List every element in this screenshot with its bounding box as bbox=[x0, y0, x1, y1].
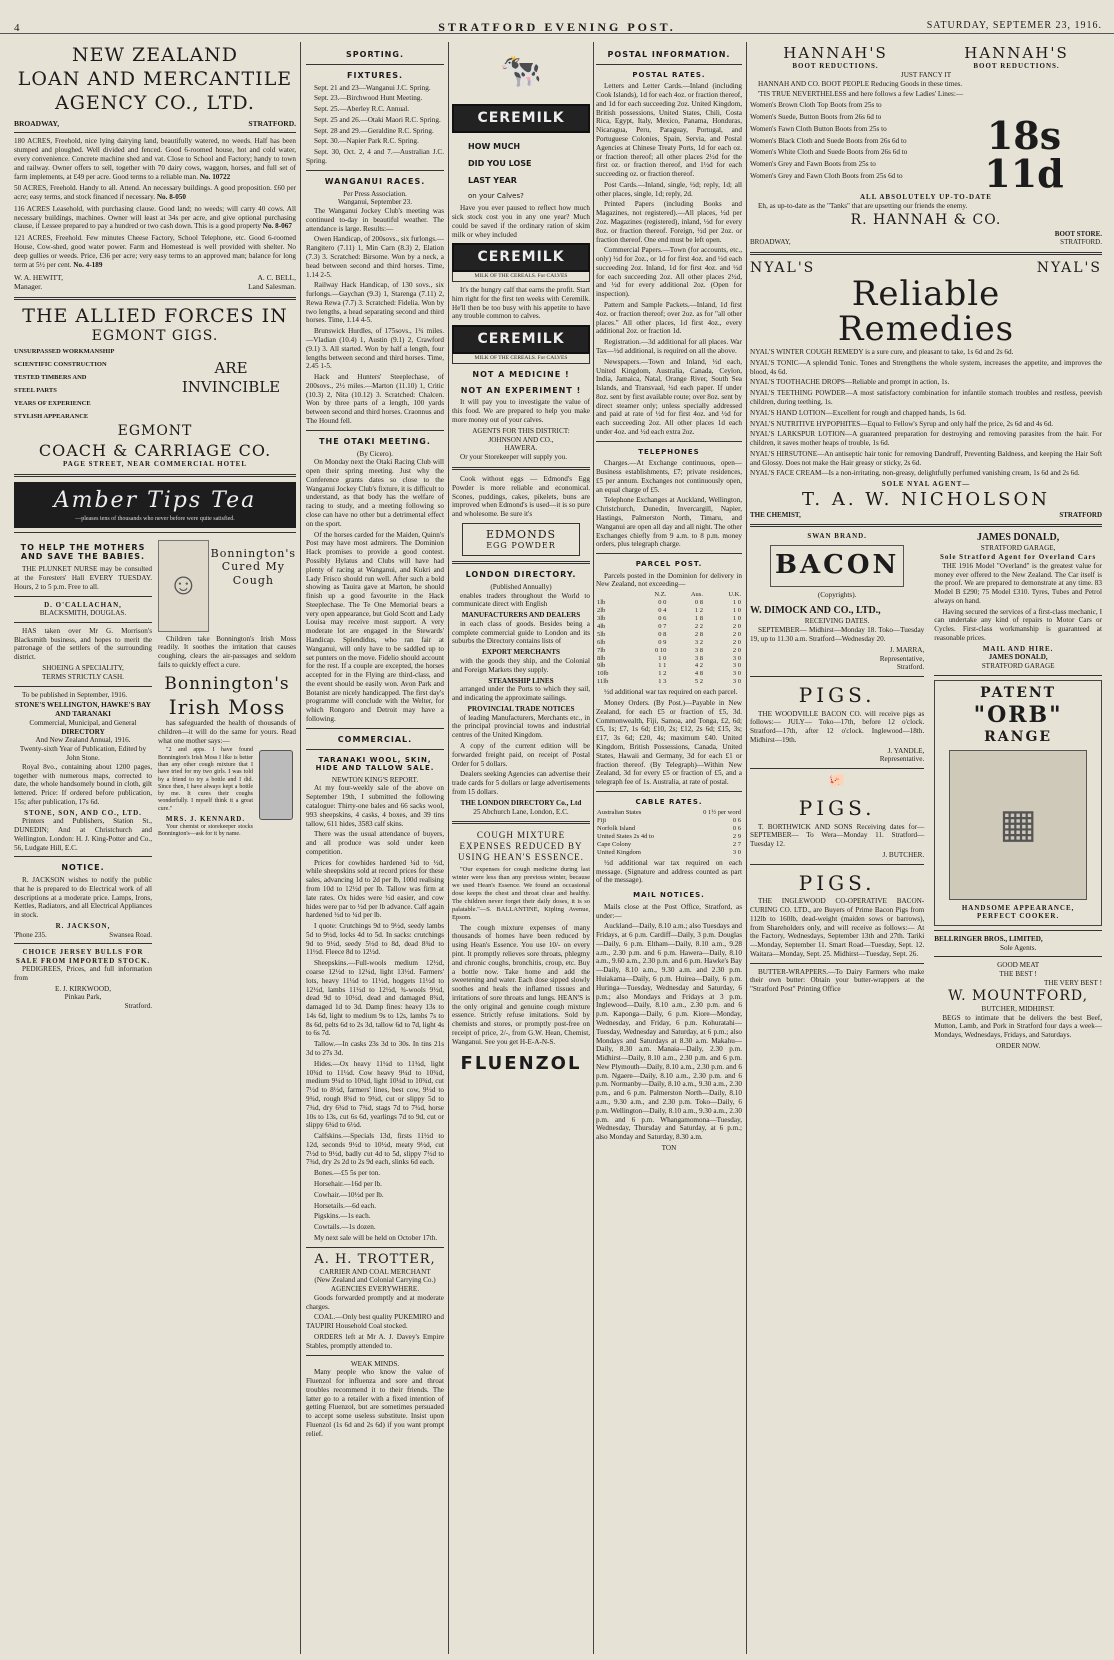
nz-loan-ad bbox=[14, 44, 296, 292]
table-row: 8lb 1 0 3 8 3 0 bbox=[597, 654, 741, 662]
table-row: 3lb 0 6 1 8 1 0 bbox=[597, 614, 741, 622]
list-item: Women's White Cloth and Suede Boots from 26s 6d to bbox=[750, 148, 908, 157]
woodville-ad: PIGS. THE WOODVILLE BACON CO. will receive pigs as follows:— JULY— Toko—17th, before 12 o'clock. Stratford—17th, after 12 o'clock. Inglewood—18th. Midhirst—19th. J. YANDLE, Representative. bbox=[750, 683, 925, 764]
ceremilk-logo: CEREMILK bbox=[452, 243, 590, 272]
trotter-ad: A. H. TROTTER, CARRIER AND COAL MERCHANT (New Zealand and Colonial Carrying Co.) AGENCIES EVERYWHERE. Goods forwarded promptly and at moderate charges. COAL.—Only best quality PUKEMIRO and TAUPIRI Household Coal stocked. ORDERS left at Mr A. J. Davey's Empire Stables, promptly attended to. bbox=[306, 1251, 444, 1350]
column-5 bbox=[750, 44, 1102, 1654]
page-number: 4 bbox=[14, 22, 20, 34]
list-item: Sept. 25 and 26.—Otaki Maori R.C. Spring. bbox=[314, 115, 441, 124]
list-item: Women's Grey and Fawn Boots from 25s to bbox=[750, 160, 876, 169]
bacon-logo: BACON bbox=[770, 545, 904, 587]
list-item: Sept. 30.—Napier Park R.C. Spring. bbox=[314, 137, 419, 146]
wanganui-article: The Wanganui Jockey Club's meeting was continued to-day in beautiful weather. The attendance is large. Results:— Owen Handicap, of 200sovs., six furlongs.—Rangitero (7.11) 1, Min Carn (8.3) 2, Elation (7.3) 3. Scratched: Birsome. Won by a neck, a head between second and third horses. Time, 1.14 2-5. Railway Hack Handicap, of 130 sovs., six furlongs.—Gaychan (9.3) 1, Starenga (7.11) 2, Rewa Rewa (7.7) 3. Scratched: Fidelia. Won by two lengths, a head separating second and third horses. Time, 1.14 4-5. Brunswick Hurdles, of 175sovs., 1¾ miles.—Vladian (10.4) 1, Austin (9.1) 2, Crawford (9.1) 3. All started. Won by half a length, four lengths between second and third horses. Time, 2.45 1-5. Hack and Hunters' Steeplechase, of 200sovs., 2½ miles.—Marton (11.10) 1, Critic (10.3) 2, Nita (10.12) 3. Scratched: Chalcen. Won by three parts of a length, 100 yards between second and third horses. Craonnus and The Hound fell. bbox=[306, 207, 444, 426]
allied-title-1: THE ALLIED FORCES IN bbox=[22, 304, 288, 327]
how-much-headline: HOW MUCH DID YOU LOSE LAST YEAR on your Calves? bbox=[468, 142, 532, 201]
cable-rates-table bbox=[596, 809, 742, 857]
bellringer-ad: BELLRINGER BROS., LIMITED, Sole Agents. bbox=[934, 934, 1043, 952]
cable-heading: CABLE RATES. bbox=[635, 797, 703, 806]
table-row: 11lb 1 3 5 2 3 0 bbox=[597, 678, 741, 686]
bonnington-ad bbox=[158, 537, 296, 1011]
newton-report: At my four-weekly sale of the above on September 19th, I submitted the following catalogue: Thirty-one bales and 66 sacks wool, 993 sheepskins, 4 casks, 4 boxes, and 39 tins tallow, 611 hides, 3583 calf skins. There was the usual attendance of buyers, and all produce was sold under keen competition. Prices for cowhides hardened ¼d to ½d, while sheepskins sold at record prices for these sales, advancing 1d to 2d per lb, 100d realising from 10d to 12½d per lb. Tallow was firm at late rates. Ox hides were ½d easier, and cow hides were par to ½d per lb advance. Calf again hardened ½d to ¼d per lb. I quote: Crutchings 9d to 9½d, seedy lambs 5d to 9½d, locks 4d to 5d. In sacks: crutchings 9d to 9½d, seedy 5½d to 8d, dead 8¾d to 11½d. Fleece 8d to 12½d. Sheepskins.—Full-wools medium 12½d, coarse 12½d to 12¼d, light 13½d. Farmers' lots, heavy 11¼d to 11½d, hoggets 11½d to 12½d, lambs 11½d to 12½d, ¾-wools 9½d, dead 9d to 10½d, dead and damaged 8¾d, damaged 1d to 3d. Damp fines: heavy 13s to 14s 6d, light to medium 9s to 12s, lambs 7s to 8s 6d, pelts 6d to 2s 3d, tallow 6d to 7d, light 4s to 6s 7d. Tallow.—In casks 23s 3d to 30s. In tins 21s 3d to 27s 3d. Hides.—Ox heavy 11¼d to 11¾d, light 10¾d to 11¼d. Cow heavy 9¼d to 10¾d, medium 9¼d to 10¾d, light 10¼d to 10¾d, cut 7½d to 8½d, farmers' lines, best cow, 9½d to 9¾d, rough 8¾d to 9¾d, cut or slippy 5d to 7¾d, dry 6¾d to 7¾d, stags 7d to 7¾d, horse 10s to 13s, cut 6s 6d, yearlings 7d to 9d, cut or slippy 6¾d to 6½d. Calfskins.—Specials 13d, firsts 11½d to 12d, seconds 9½d to 10½d, meaty 9½d, cut 7½d to 9½d, badly cut 4d to 5d, slippy 7½d to 7¾d, dry 2s 2d to 2s 9d each, slinks 6d each. Bones.—£5 5s per ton. Horsehair.—16d per lb. Cowhair.—10½d per lb. Horsetails.—6d each. Pigskins.—1s each. Cowtails.—1s dozen. My next sale will be held on October 17th. bbox=[306, 784, 444, 1242]
bonnington-footer: Your chemist or storekeeper stocks Bonnington's—ask for it by name. bbox=[158, 823, 253, 837]
london-directory-ad: LONDON DIRECTORY. (Published Annually) enables traders throughout the World to communicate direct with English MANUFACTURERS AND DEALERS in each class of goods. Besides being a complete commercial guide to London and its suburbs the Directory contains lists of EXPORT MERCHANTS with the goods they ship, and the Colonial and Foreign Markets they supply. STEAMSHIP LINES arranged under the Ports to which they sail, and indicating the approximate sailings. PROVINCIAL TRADE NOTICES of leading Manufacturers, Merchants etc., in the principal provincial towns and industrial centres of the United Kingdom. A copy of the current edition will be forwarded freight paid, on receipt of Postal Order for 5 dollars. Dealers seeking Agencies can advertise their trade cards for 5 dollars or large advertisements from 15 dollars. THE LONDON DIRECTORY Co., Ltd 25 Abchurch Lane, London, E.C. bbox=[452, 570, 590, 816]
boot-price: 18s 11d bbox=[984, 113, 1064, 197]
nz-loan-title-1: NEW ZEALAND bbox=[71, 44, 239, 66]
bonnington-body: has safeguarded the health of thousands of children—it will do the same for yours. Read what one mother says:— bbox=[158, 718, 296, 745]
bonnington-brand-2: Irish Moss bbox=[168, 694, 286, 719]
not-medicine: NOT A MEDICINE ! bbox=[472, 369, 570, 379]
issue-date: SATURDAY, SEPTEMER 23, 1916. bbox=[926, 20, 1102, 31]
plunket-notice: TO HELP THE MOTHERS AND SAVE THE BABIES. THE PLUNKET NURSE may be consulted at the Foresters' Hall EVERY TUESDAY. Hours, 2 to 5 p.m. Free to all. bbox=[14, 542, 152, 591]
list-item: Women's Fawn Cloth Button Boots from 25s to bbox=[750, 124, 887, 133]
list-item: NYAL'S TEETHING POWDER—A most satisfactory combination for infantile stomach troubles and restless, peevish children, during teething, 1s. bbox=[750, 389, 1102, 406]
list-item: Women's Brown Cloth Top Boots from 25s to bbox=[750, 101, 882, 110]
table-row: 5lb 0 8 2 8 2 0 bbox=[597, 630, 741, 638]
table-row: 6lb 0 9 3 2 2 0 bbox=[597, 638, 741, 646]
list-item: Sept. 21 and 23—Wanganui J.C. Spring. bbox=[314, 83, 431, 92]
listing: 180 ACRES, Freehold, nice lying dairying land, beautifully watered, no weeds. Half has been stumped and ploughed. Well divided and fenced. Good 6-roomed house, hot and cold water, every convenience. Concrete machine shed and vat. Close to School and Factory; handy to town and railway. Owner offers to sell, together with 70 dairy cows, waggon, horses, and full set of farm implements, at £49 per acre. Good terms to a reliable man. No. 10722 bbox=[14, 137, 296, 181]
newton-heading: NEWTON KING'S REPORT. bbox=[331, 775, 419, 784]
agents-name: JOHNSON AND CO., bbox=[488, 435, 554, 444]
amber-tips-tagline: —pleases tens of thousands who never before were quite satisfied. bbox=[14, 516, 296, 527]
allied-forces-ad bbox=[14, 305, 296, 469]
mail-schedule: Auckland—Daily, 8.10 a.m.; also Tuesdays and Fridays, at 6 p.m. Cardiff—Daily, 3 p.m. Douglas—Daily, 6 p.m. Eltham—Daily, 8.10 a.m., 9.28 a.m., 2.30 p.m. and 6 p.m. Hawera—Daily, 8.10 a.m., 9.60 a.m., 2.30 p.m. and 6 p.m. Hawke's Bay—Daily, 8.10 a.m., 9.30 a.m. and 2.30 p.m. Huiakama—Daily, 6 p.m. Huirea—Daily, 6 p.m. Huringa—Tuesday, Wednesday and Saturday, 6 p.m.; also Mondays and Fridays at 3 p.m. Inglewood—Daily, 8.10 a.m., 2.30 p.m. and 6 p.m. Kaponga—Daily, 6 p.m. Kiore—Monday, Wednesday, and Friday, 6 p.m. Kohuratahi—Tuesday, Wednesday and Saturday, at 6 p.m.; also Mondays and Saturdays at 8.30 a.m. Makahu—Daily, 8.30 a.m. Manaia—Daily, 2.30 p.m. Midhirst—Daily, 8.10 a.m., 2.30 p.m. and 6 p.m. New Plymouth—Daily, 8.10 a.m., 2.30 p.m. and 6 p.m. Ngaere—Daily, 8.10 a.m., 2.30 p.m. and 6 p.m. Normanby—Daily, 8.10 a.m., 9.30 a.m., 2.30 p.m., and 6 p.m. Palmerston North—Daily, 8.10 a.m., 9.30 a.m., and 2.30 p.m. Toko—Daily, 6 p.m. Wellington—Daily, 8.10 a.m., 9.30 a.m., 2.30 p.m. and 6 p.m. Whangamomona—Tuesday, Wednesday, Thursday and Saturday, at 6 p.m.; also Monday and Saturday, 8.30 a.m. bbox=[596, 922, 742, 1142]
ceremilk-tagline: MILK OF THE CEREALS. For CALVES bbox=[452, 354, 590, 364]
table-row: Fiji 0 6 bbox=[597, 817, 741, 825]
cow-illustration-icon: 🐄 bbox=[499, 53, 543, 91]
parcel-rates-table bbox=[596, 591, 742, 686]
table-row: 9lb 1 1 4 2 3 0 bbox=[597, 662, 741, 670]
listing: 121 ACRES, Freehold. Few minutes Cheese Factory, School Telephone, etc. Good 6-roomed House, Cow-shed, good water power. Farm and Homestead is well provided with shelter. No deep gullies or weeds. Price, £36 per acre; very easy terms to an approved man; balance for long term at 5½ per cent. No. 4-189 bbox=[14, 234, 296, 269]
column-rule bbox=[448, 42, 449, 1654]
ceremilk-hungry: It's the hungry calf that earns the profit. Start him right for the first ten weeks with Ceremilk. He'll then be too busy with his appetite to have any trouble common to calves. bbox=[452, 286, 590, 321]
swan-bacon-ad: SWAN BRAND. BACON (Copyrights). W. DIMOCK AND CO., LTD., RECEIVING DATES. SEPTEMBER— Midhirst—Monday 18. Toko—Tuesday 19, up to 11.30 a.m. Stratford—Wednesday 20. J. MARRA, Representative, Stratford. bbox=[750, 532, 925, 672]
bonnington-letter: "2 and apps. I have found Bonnington's Irish Moss I like is better than any other cough mixture that I have tried for my two girls. I was told by a friend to try a bottle and I did. Since then, I have always kept a bottle by me. It cures their coughs wonderfully. I myself think it a great cure." bbox=[158, 747, 253, 812]
list-item: NYAL'S FACE CREAM—Is a non-irritating, non-greasy, delightfully perfumed vanishing cream, 1s 6d and 2s 6d. bbox=[750, 469, 1080, 478]
table-row: United Kingdom 3 0 bbox=[597, 848, 741, 856]
weak-minds-ad: WEAK MINDS. Many people who know the value of Fluenzol for influenza and sore and throat troubles recommend it to their friends. The latter go to a retailer with a fixed intention of getting Fluenzol, but are sometimes persuaded to accept some useless substitute. Insist upon Fluenzol (1s 6d and 2s 6d) if you want prompt relief. bbox=[306, 1359, 444, 1438]
jersey-bulls-ad: CHOICE JERSEY BULLS FOR SALE FROM IMPORTED STOCK. PEDIGREES, Prices, and full information from E. J. KIRKWOOD, Pinkau Park, Stratford. bbox=[14, 948, 152, 1011]
list-item: NYAL'S WINTER COUGH REMEDY is a sure cure, and pleasant to take, 1s 6d and 2s 6d. bbox=[750, 348, 1014, 357]
allied-slogan: ARE INVINCIBLE bbox=[181, 359, 281, 396]
butter-wrappers-ad: BUTTER-WRAPPERS.—To Dairy Farmers who make their own butter: Obtain your butter-wrappers at the "Stratford Post" Printing Office bbox=[750, 967, 925, 994]
list-item: Women's Suede, Button Boots from 26s 6d to bbox=[750, 112, 882, 121]
column-rule bbox=[300, 42, 301, 1654]
column-rule bbox=[746, 42, 747, 1654]
fixtures-heading: FIXTURES. bbox=[347, 70, 403, 80]
hannah-title-right: HANNAH'S bbox=[964, 44, 1069, 62]
list-item: Sept. 30, Oct. 2, 4 and 7.—Australian J.C. Spring. bbox=[306, 148, 444, 165]
column-4: POSTAL INFORMATION. POSTAL RATES. Letters and Letter Cards.—Inland (including Cook Islands), 1d for each 4oz. or fraction thereof, and 1d for each succeeding 2oz. United Kingdom, British possessions, United States, Chili, Costa Rica, Egypt, Italy, Mexico, Panama, Honduras, Nicaragua, Peru, Paraguay, Portugal, and Portuguese Colonies, Spain, Servia, and Postal Agencies at Chinese Treaty Ports, 1d for each oz. or fraction thereof; all other places 2½d for the first oz. or fraction thereof, and 1½d for each succeeding oz. or fraction thereof. Post Cards.—Inland, single, ½d; reply, 1d; all other places, single, 1d; reply, 2d. Printed Papers (including Books and Magazines, not registered).—All places, ½d per 2oz. Magazines (registered), inland, ½d for every 8oz. or fraction thereof. Foreign, ½d per 2oz. or fraction thereof. One end must be left open. Commercial Papers.—Town (for accounts, etc., only) ½d for 2oz., or 1d for first 4oz. and ½d each succeeding 2oz. Inland, 1d for first 4oz. and ½d for each succeeding 2oz. All other places 2½d, and ½d for every additional 2oz. (Open for inspection). Pattern and Sample Packets.—Inland, 1d first 4oz. or fraction thereof; over 2oz. as for "all other places." All other places, 1d first 4oz., every additional 2oz. or fraction 1d. Registration.—3d additional for all places. War Tax—½d additional, is required on all the above. Newspapers.—Town and Inland, ½d each, United Kingdom, Australia, Canada, Ceylon, India, Jamaica, Natal, Orange River, South Sea Islands, and Transvaal, ½d each paper. If under 8oz. sent by first available route; over 8oz. sent by direct steamer only; unless specially addressed and paid at rate of ½d for first 4oz. and ½d for each succeeding 2oz. All other places 1d each under 4oz. and ½d each extra 2oz. TELEPHONES Charges.—At Exchange continuous, open—Business establishments, £7; private residences, £5 per annum. Exchanges not continuously open, an equal charge of £5. Telephone Exchanges at Auckland, Wellington, Christchurch, Dunedin, Invercargill, Napier, Hastings, Palmerston North, Timaru, and Wanganui are open all day and all night. The other Exchanges chiefly from 9 a.m. to 8 p.m. money orders, plus telegraph charge. PARCEL POST. Parcels posted in the Dominion for delivery in New Zealand, not exceeding— N.Z. Aus. U.K. 1lb 0 0 0 8 1 0 2lb 0 4 1 2 1 0 3lb 0 6 1 8 1 0 4lb 0 7 2 2 2 0 5lb 0 8 2 8 2 0 6lb 0 9 3 2 2 0 7lb 0 10 3 8 2 0 8lb 1 0 3 8 3 0 9lb 1 1 4 2 3 0 10lb 1 2 4 8 3 0 11lb 1 3 5 2 3 0 ½d additional war tax required on each parcel. Money Orders. (By Post.)—Payable in New Zealand, for each £5 or fraction of £5, 3d. Commonwealth, Fiji, Samoa, and Tonga, £2, 6d; £5, 1s; £7, 1s 6d; £10, 2s; £12, 2s 6d; £15, 3s; £17, 3s 6d; £20, 4s; maximum £40. United Kingdom, British Possessions, Canada, United States, Hawaii and Germany, 3d for each £1 or fraction thereof. (By Telegraph)—Within New Zealand, 3d for every £5 or fraction of £5, and a telegraph fee of 1s. Australia, at rate of postal. CABLE RATES. Australian States 0 1½ per word Fiji 0 6 Norfolk Island 0 6 United States 2s 4d to 2 9 Cape Colony 2 7 United Kingdom 3 0 ½d additional war tax required on each message. (Signature and address counted as part of the message). MAIL NOTICES. Mails close at the Post Office, Stratford, as under:— Auckland—Daily, 8.10 a.m.; also Tuesdays and Fridays, at 6 p.m. Cardiff—Daily, 3 p.m. Douglas—Daily, 6 p.m. Eltham—Daily, 8.10 a.m., 9.28 a.m., 2.30 p.m. and 6 p.m. Hawera—Daily, 8.10 a.m., 9.60 a.m., 2.30 p.m. and 6 p.m. Hawke's Bay—Daily, 8.10 a.m., 9.30 a.m. and 2.30 p.m. Huiakama—Daily, 6 p.m. Huirea—Daily, 6 p.m. Huringa—Tuesday, Wednesday and Saturday, 6 p.m.; also Mondays and Fridays at 3 p.m. Inglewood—Daily, 8.10 a.m., 2.30 p.m. and 6 p.m. Kaponga—Daily, 6 p.m. Kiore—Monday, Wednesday, and Friday, 6 p.m. Kohuratahi—Tuesday, Wednesday and Saturday, at 6 p.m.; also Mondays and Saturdays at 8.30 a.m. Makahu—Daily, 8.30 a.m. Manaia—Daily, 2.30 p.m. Midhirst—Daily, 8.10 a.m., 2.30 p.m. and 6 p.m. New Plymouth—Daily, 8.10 a.m., 2.30 p.m. and 6 p.m. Ngaere—Daily, 8.10 a.m., 2.30 p.m. and 6 p.m. Normanby—Daily, 8.10 a.m., 9.30 a.m., 2.30 p.m., and 6 p.m. Palmerston North—Daily, 8.10 a.m., 9.30 a.m., and 2.30 p.m. Toko—Daily, 6 p.m. Wellington—Daily, 8.10 a.m., 9.30 a.m., 2.30 p.m. and 6 p.m. Whangamomona—Tuesday, Wednesday, Thursday and Saturday, at 6 p.m.; also Monday and Saturday, 8.30 a.m. TON bbox=[596, 50, 742, 1152]
portrait-icon: ☺ bbox=[168, 568, 199, 602]
borthwick-ad: 🐖 PIGS. T. BORTHWICK AND SONS Receiving dates for— SEPTEMBER— To Wera—Monday 11. Stratford—Tuesday 12. J. BUTCHER. bbox=[750, 774, 925, 860]
bonnington-children: Children take Bonnington's Irish Moss readily. It soothes the irritation that causes coughing, clears the air-passages and seldom fails to quickly effect a cure. bbox=[158, 634, 296, 670]
telephones-heading: TELEPHONES bbox=[638, 447, 700, 456]
otaki-heading: THE OTAKI MEETING. bbox=[319, 436, 431, 446]
table-row: N.Z. Aus. U.K. bbox=[654, 591, 741, 599]
agents-town: HAWERA. bbox=[504, 444, 538, 453]
donald-garage-ad: JAMES DONALD, STRATFORD GARAGE, Sole Stratford Agent for Overland Cars THE 1916 Model "Overland" is the greatest value for money ever offered to the New Zealand. The Car itself is the proof. We are prepared to demonstrate at any time. 83 Model B £290; 75 Model £310. Tyres, Tubes and Petrol always on hand. Having secured the services of a first-class mechanic, I can undertake any kind of repairs to Motor Cars or Cycles. First-class workmanship is guaranteed at reasonable prices. MAIL AND HIRE. JAMES DONALD, STRATFORD GARAGE bbox=[934, 532, 1102, 671]
list-item: Women's Black Cloth and Suede Boots from 26s 6d to bbox=[750, 136, 907, 145]
agents-heading: AGENTS FOR THIS DISTRICT: bbox=[472, 426, 570, 435]
column-2: SPORTING. FIXTURES. Sept. 21 and 23—Wanganui J.C. Spring. Sept. 23.—Birchwood Hunt Meeting. Sept. 25.—Aberley R.C. Annual. Sept. 25 and 26.—Otaki Maori R.C. Spring. Sept. 28 and 29.—Geraldine R.C. Spring. Sept. 30.—Napier Park R.C. Spring. Sept. 30, Oct. 2, 4 and 7.—Australian J.C. Spring. WANGANUI RACES. Per Press Association. Wanganui, September 23. The Wanganui Jockey Club's meeting was continued to-day in beautiful weather. The attendance is large. Results:— Owen Handicap, of 200sovs., six furlongs.—Rangitero (7.11) 1, Min Carn (8.3) 2, Elation (7.3) 3. Scratched: Birsome. Won by a neck, a head between second and third horses. Time, 1.14 2-5. Railway Hack Handicap, of 130 sovs., six furlongs.—Gaychan (9.3) 1, Starenga (7.11) 2, Rewa Rewa (7.7) 3. Scratched: Fidelia. Won by two lengths, a head separating second and third horses. Time, 1.14 4-5. Brunswick Hurdles, of 175sovs., 1¾ miles.—Vladian (10.4) 1, Austin (9.1) 2, Crawford (9.1) 3. All started. Won by half a length, four lengths between second and third horses. Time, 2.45 1-5. Hack and Hunters' Steeplechase, of 200sovs., 2½ miles.—Marton (11.10) 1, Critic (10.3) 2, Nita (10.12) 3. Scratched: Chalcen. Won by three parts of a length, 100 yards between second and third horses. Craonnus and The Hound fell. THE OTAKI MEETING. (By Cicero). On Monday next the Otaki Racing Club will open their spring meeting. Just why the Conference grants dates so close to the Wanganui Jockey Club's fixture, it is difficult to understand, as that body has the welfare of racing to study, and a meeting following so close can have no other but a detrimental effect on the sport. Of the horses carded for the Maiden, Quinn's Post may have most admirers. The Dominion Hack promises to provide a good contest. Possibly Hylatus and Clubs will have had plenty of racing at Wanganui, and Kukri and Lady Frisco should run well. After such a bold showing as Tauira gave at Marton, he should finish up a good favourite in the Hack Steeplechase. The Te One Memorial bears a very open appearance, but Gold Scott and Lady Louisa may receive most support. A very moderate lot are engaged in the Stewards' Handicap. Splendidus, who ran fair at Wanganui, will only have to be saddled up to set punters on the move. Fidelio should account for the rest. If a couple are excepted, the horses accepted for in the Flying are third-class, and the event should be easily won. Avon Park and Botanist are nicely handicapped. The first day's programme will conclude with the Welter, for which Rongoro and Detroit may have a following. COMMERCIAL. TARANAKI WOOL, SKIN, HIDE AND TALLOW SALE. NEWTON KING'S REPORT. At my four-weekly sale of the above on September 19th, I submitted the following catalogue: Thirty-one bales and 66 sacks wool, 993 sheepskins, 4 casks, 4 boxes, and 39 tins tallow, 611 hides, 3583 calf skins. There was the usual attendance of buyers, and all produce was sold under keen competition. Prices for cowhides hardened ¼d to ½d, while sheepskins sold at record prices for these sales, advancing 1d to 2d per lb, 100d realising from 10d to 12½d per lb. Tallow was firm at late rates. Ox hides were ½d easier, and cow hides were par to ½d per lb advance. Calf again hardened ½d to ¼d per lb. I quote: Crutchings 9d to 9½d, seedy lambs 5d to 9½d, locks 4d to 5d. In sacks: crutchings 9d to 9½d, seedy 5½d to 8d, dead 8¾d to 11½d. Fleece 8d to 12½d. Sheepskins.—Full-wools medium 12½d, coarse 12½d to 12¼d, light 13½d. Farmers' lots, heavy 11¼d to 11½d, hoggets 11½d to 12½d, lambs 11½d to 12½d, ¾-wools 9½d, dead 9d to 10½d, dead and damaged 8¾d, damaged 1d to 3d. Damp fines: heavy 13s to 14s 6d, light to medium 9s to 12s, lambs 7s to 8s 6d, pelts 6d to 2s 3d, tallow 6d to 7d, light 4s to 6s 7d. Tallow.—In casks 23s 3d to 30s. In tins 21s 3d to 27s 3d. Hides.—Ox heavy 11¼d to 11¾d, light 10¾d to 11¼d. Cow heavy 9¼d to 10¾d, medium 9¼d to 10¾d, light 10¼d to 10¾d, cut 7½d to 8½d, farmers' lines, best cow, 9½d to 9¾d, rough 8¾d to 9¾d, cut or slippy 5d to 7¾d, dry 6¾d to 7¾d, stags 7d to 7¾d, horse 10s to 13s, cut 6s 6d, yearlings 7d to 9d, cut or slippy 6¾d to 6½d. Calfskins.—Specials 13d, firsts 11½d to 12d, seconds 9½d to 10½d, meaty 9½d, cut 7½d to 9½d, badly cut 4d to 5d, slippy 7½d to 7¾d, dry 2s 2d to 2s 9d each, slinks 6d each. Bones.—£5 5s per ton. Horsehair.—16d per lb. Cowhair.—10½d per lb. Horsetails.—6d each. Pigskins.—1s each. Cowtails.—1s dozen. My next sale will be held on October 17th. A. H. TROTTER, CARRIER AND COAL MERCHANT (New Zealand and Colonial Carrying Co.) AGENCIES EVERYWHERE. Goods forwarded promptly and at moderate charges. COAL.—Only best quality PUKEMIRO and TAUPIRI Household Coal stocked. ORDERS left at Mr A. J. Davey's Empire Stables, promptly attended to. WEAK MINDS. Many people who know the value of Fluenzol for influenza and sore and throat troubles recommend it to their friends. The latter go to a retailer with a fixed intention of getting Fluenzol, but are sometimes persuaded to accept some useless substitute. Insist upon Fluenzol (1s 6d and 2s 6d) if you want prompt relief. bbox=[306, 50, 444, 1438]
amber-tips-logo: Amber Tips Tea bbox=[14, 482, 296, 517]
list-item: Women's Grey and Fawn Cloth Boots from 25s 6d to bbox=[750, 171, 903, 180]
bonnington-signer: MRS. J. KENNARD. bbox=[165, 815, 246, 824]
stones-directory-ad: To be published in September, 1916. STONE'S WELLINGTON, HAWKE'S BAY AND TARANAKI Commercial, Municipal, and General DIRECTORY And New Zealand Annual, 1916. Twenty-sixth Year of Publication, Edited by John Stone. Royal 8vo., containing about 1200 pages, together with numerous maps, corrected to date, the whole handsomely bound in cloth, gilt lettered. Price: If ordered before publication, 15s; after publication, 17s 6d. STONE, SON, AND CO., LTD. Printers and Publishers, Station St., DUNEDIN; And at Christchurch and Wellington. London: H. J. King-Potter and Co., 56, Ludgate Hill, E.C. bbox=[14, 690, 152, 852]
edmonds-logo: EDMONDS EGG POWDER bbox=[462, 523, 580, 556]
hean-essence-ad: COUGH MIXTURE EXPENSES REDUCED BY USING HEAN'S ESSENCE. "Our expenses for cough medicine during last winter were less than any previous winter, because we used Hean's Essence. We found an occasional dose keeps the chest and throat clear and healthy. The children never forget their daily doses, it is so palatable."—S. BALLANTINE, Kipling Avenue, Epsom. The cough mixture expenses of many thousands of homes have been reduced by using Hean's Essence. You use 10/- on every pint. It promptly relieves sore throats, phlegmy and chronic coughs, bronchitis, croup, etc. Buy a bottle now. Take home and add the sweetening and water. Each dose sipped slowly soothes and heals the inflamed tissues and irritations of sore throats and lungs. HEAN'S is the only original and genuine cough mixture essence. Strictly refuse imitations. Sold by chemists and stores, or promptly post-free on receipt of price, 2/-, from G.W. Hean, Chemist, Wanganui. See you get H-E-A-N-S. bbox=[452, 830, 590, 1046]
table-row: United States 2s 4d to 2 9 bbox=[597, 833, 741, 841]
list-item: Sept. 28 and 29.—Geraldine R.C. Spring. bbox=[314, 126, 434, 135]
table-row: Cape Colony 2 7 bbox=[597, 841, 741, 849]
inglewood-ad: PIGS. THE INGLEWOOD CO-OPERATIVE BACON-CURING CO. LTD., are Buyers of Prime Bacon Pigs from 112lb to 160lb, dead-weight (maiden sows or barrows), from Shareholders only, and will receive as follows:— At the Factory, Wednesdays, September 13th and 27th. Tariki—Monday, September 11. Smart Road—Tuesday, Sept. 12. Waitara—Monday, Sept. 25. Midhirst—Tuesday, Sept. 26. bbox=[750, 870, 925, 958]
table-row: Norfolk Island 0 6 bbox=[597, 825, 741, 833]
amber-tips-ad bbox=[14, 482, 296, 528]
boot-list bbox=[750, 101, 940, 193]
list-item: NYAL'S HIRSUTONE—An antiseptic hair tonic for removing Dandruff, Preventing Baldness, and keeping the Hair Soft and Glossy. Does not make the Hair greasy or sticky, 2s 6d. bbox=[750, 449, 1102, 467]
postal-heading: POSTAL INFORMATION. bbox=[607, 50, 731, 59]
pig-icon: 🐖 bbox=[828, 774, 846, 790]
egmont-name: EGMONT bbox=[117, 423, 193, 440]
masthead bbox=[0, 0, 1114, 34]
bonnington-brand-1: Bonnington's bbox=[164, 673, 290, 694]
ceremilk-investigate: It will pay you to investigate the value of this food. We are prepared to help you make more money out of your calves. bbox=[452, 398, 590, 425]
jackson-notice: NOTICE. R. JACKSON wishes to notify the public that he is prepared to do Electrical work of all descriptions at a moderate price. Lamps, Irons, Kettles, Radiators, and all Electrical Appliances in stock. R. JACKSON, 'Phone 235. Swansea Road. bbox=[14, 863, 152, 939]
egmont-coach-name: COACH & CARRIAGE CO. bbox=[38, 440, 272, 460]
nz-loan-address: BROADWAY, STRATFORD. bbox=[14, 119, 296, 129]
ceremilk-body: Have you ever paused to reflect how much sick stock cost you in any one year? Much could be saved if the ordinary ration of skim milk or whey included bbox=[452, 204, 590, 239]
fluenzol-logo: FLUENZOL bbox=[460, 1052, 582, 1074]
not-experiment: NOT AN EXPERIMENT ! bbox=[460, 385, 582, 395]
nz-loan-signatures: W. A. HEWITT, Manager. A. C. BELL, Land Salesman. bbox=[14, 273, 296, 292]
nz-loan-title-3: AGENCY CO., LTD. bbox=[55, 91, 255, 114]
otaki-article: On Monday next the Otaki Racing Club will open their spring meeting. Just why the Conference grants dates so close to the Wanganui Jockey Club's fixture, it is difficult to understand, as that body has the welfare of racing to study, and a meeting following so close can have no other but a detrimental effect on the sport. Of the horses carded for the Maiden, Quinn's Post may have most admirers. The Dominion Hack promises to provide a good contest. Possibly Hylatus and Clubs will have had plenty of racing at Wanganui, and Kukri and Lady Frisco should run well. After such a bold showing as Tauira gave at Marton, he should finish up a good favourite in the Hack Steeplechase. The Te One Memorial bears a very open appearance, but Gold Scott and Lady Louisa may receive most support. A very moderate lot are engaged in the Stewards' Handicap. Splendidus, who ran fair at Wanganui, will only have to be saddled up to set punters on the move. Fidelio should account for the rest. If a couple are excepted, the horses accepted for in the Flying are third-class, and the event should be easily won. Avon Park and Botanist are nicely handicapped. The first day's programme will conclude with the Welter, for which Rongoro and Detroit may have a following. bbox=[306, 458, 444, 723]
allied-features: UNSURPASSED WORKMANSHIP SCIENTIFIC CONSTRUCTION TESTED TIMBERS AND STEEL PARTS YEARS OF EXPERIENCE STYLISH APPEARANCE bbox=[14, 348, 115, 421]
mother-illustration bbox=[158, 540, 209, 632]
egmont-address: PAGE STREET, NEAR COMMERCIAL HOTEL bbox=[62, 460, 248, 469]
reliable-remedies-logo: Reliable Remedies bbox=[837, 273, 1015, 350]
allied-title-2: EGMONT GIGS. bbox=[91, 328, 219, 345]
table-row: 7lb 0 10 3 8 2 0 bbox=[597, 646, 741, 654]
listing: 116 ACRES Leasehold, with purchasing clause. Good land; no weeds; will carry 40 cows. All necessary buildings, machines. Owner will least at 34s per acre, and give optional purchasing clause, if Lessee prepared to pay a hundred or two cash down. This is a good property No. 8-067 bbox=[14, 204, 296, 231]
commercial-heading: COMMERCIAL. bbox=[337, 734, 413, 744]
list-item: NYAL'S HAND LOTION—Excellent for rough and chapped hands, 1s 6d. bbox=[750, 408, 966, 417]
table-row: 2lb 0 4 1 2 1 0 bbox=[597, 607, 741, 615]
column-1 bbox=[14, 44, 296, 1654]
edmonds-ad: Cook without eggs — Edmond's Egg Powder is more reliable and economical. Scones, puddings, cakes, pikelets, buns are improved when Edmond's is used—it is so pure and wholesome. Be sure it's EDMONDS EGG POWDER bbox=[452, 475, 590, 556]
nyal-ad: NYAL'S NYAL'S Reliable Remedies NYAL'S WINTER COUGH REMEDY is a sure cure, and pleasant to take, 1s 6d and 2s 6d. NYAL'S TONIC—A splendid Tonic. Tones and Strengthens the whole system, increases the appetite, and improves the blood, 4s 6d. NYAL'S TOOTHACHE DROPS—Reliable and prompt in action, 1s. NYAL'S TEETHING POWDER—A most satisfactory combination for infantile stomach troubles and restless, peevish children, during teething, 1s. NYAL'S HAND LOTION—Excellent for rough and chapped hands, 1s 6d. NYAL'S NUTRITIVE HYPOPHITES—Equal to Fellow's Syrup and only half the price, 2s 6d and 4s 6d. NYAL'S LARKSPUR LOTION—A guaranteed preparation for destroying and removing parasites from the hair. For children, it saves mother heaps of trouble, 1s 6d. NYAL'S HIRSUTONE—An antiseptic hair tonic for removing Dandruff, Preventing Baldness, and keeping the Hair Soft and Glossy. Does not make the Hair greasy or sticky, 2s 6d. NYAL'S FACE CREAM—Is a non-irritating, non-greasy, delightfully perfumed vanishing cream, 1s 6d and 2s 6d. SOLE NYAL AGENT— T. A. W. NICHOLSON THE CHEMIST, STRATFORD bbox=[750, 259, 1102, 519]
wanganui-heading: WANGANUI RACES. bbox=[324, 176, 426, 186]
table-row: Australian States 0 1½ per word bbox=[597, 809, 741, 817]
ocallachan-ad: D. O'CALLACHAN, BLACKSMITH, DOUGLAS. HAS taken over Mr G. Morrison's Blacksmith business, and hopes to merit the patronage of the settlers of the surrounding district. SHOEING A SPECIALITY, TERMS STRICTLY CASH. bbox=[14, 600, 152, 681]
storekeeper-note: Or your Storekeeper will supply you. bbox=[460, 453, 567, 462]
hannah-ad: HANNAH'S HANNAH'S BOOT REDUCTIONS. BOOT REDUCTIONS. JUST FANCY IT HANNAH AND CO. BOOT PEOPLE Reducing Goods in these times. 'TIS TRUE NEVERTHELESS and here follows a few Ladies' Lines:— Women's Brown Cloth Top Boots from 25s to Women's Suede, Button Boots from 26s 6d to Women's Fawn Cloth Button Boots from 25s to Women's Black Cloth and Suede Boots from 26s 6d to Women's White Cloth and Suede Boots from 26s 6d to Women's Grey and Fawn Boots from 25s to Women's Grey and Fawn Cloth Boots from 25s 6d to 18s 11d ALL ABSOLUTELY UP-TO-DATE Eh, as up-to-date as the "Tanks" that are upsetting our friends the enemy. R. HANNAH & CO. BOOT STORE. BROADWAY, STRATFORD. bbox=[750, 44, 1102, 247]
sporting-heading: SPORTING. bbox=[346, 50, 404, 59]
hannah-title-left: HANNAH'S bbox=[783, 44, 888, 62]
paper-name: STRATFORD EVENING POST. bbox=[438, 20, 676, 34]
table-row: 1lb 0 0 0 8 1 0 bbox=[597, 599, 741, 607]
bottle-icon bbox=[259, 750, 293, 820]
list-item: Sept. 23.—Birchwood Hunt Meeting. bbox=[314, 94, 423, 103]
table-row: 10lb 1 2 4 8 3 0 bbox=[597, 670, 741, 678]
column-rule bbox=[593, 42, 594, 1654]
list-item: Sept. 25.—Aberley R.C. Annual. bbox=[314, 105, 410, 114]
orb-range-ad: PATENT "ORB" RANGE ▦ HANDSOME APPEARANCE, PERFECT COOKER. bbox=[934, 680, 1102, 926]
list-item: NYAL'S LARKSPUR LOTION—A guaranteed preparation for destroying and removing parasites from the hair. For children, it saves mother heaps of trouble, 1s 6d. bbox=[750, 430, 1102, 448]
mail-heading: MAIL NOTICES. bbox=[633, 891, 705, 900]
column-3 bbox=[452, 44, 590, 1654]
list-item: NYAL'S NUTRITIVE HYPOPHITES—Equal to Fellow's Syrup and only half the price, 2s 6d and 4s 6d. bbox=[750, 419, 1054, 428]
ceremilk-logo: CEREMILK bbox=[452, 325, 590, 354]
list-item: NYAL'S TOOTHACHE DROPS—Reliable and prompt in action, 1s. bbox=[750, 378, 950, 387]
stove-icon: ▦ bbox=[949, 750, 1087, 900]
ceremilk-logo: CEREMILK bbox=[452, 104, 590, 133]
list-item: NYAL'S TONIC—A splendid Tonic. Tones and Strengthens the whole system, increases the appetite, and improves the blood, 4s 6d. bbox=[750, 358, 1102, 376]
table-row: 4lb 0 7 2 2 2 0 bbox=[597, 622, 741, 630]
fixtures-list bbox=[306, 84, 444, 166]
bonnington-headline: Bonnington's Cured My Cough bbox=[210, 546, 296, 587]
nz-loan-title-2: LOAN AND MERCANTILE bbox=[17, 67, 293, 90]
mountford-ad: GOOD MEAT THE BEST ! THE VERY BEST ! W. MOUNTFORD, BUTCHER, MIDHIRST. BEGS to intimate that he delivers the best Beef, Mutton, Lamb, and Pork in Stratford four days a week—Mondays, Wednesdays, Fridays, and Saturdays. ORDER NOW. bbox=[934, 961, 1102, 1051]
taranaki-heading: TARANAKI WOOL, SKIN, HIDE AND TALLOW SALE. bbox=[315, 755, 435, 773]
ceremilk-tagline: MILK OF THE CEREALS. For CALVES bbox=[452, 272, 590, 282]
listing: 50 ACRES, Freehold. Handy to all. Attend. An necessary buildings. A good proposition. £60 per acre; easy terms, and stock financed if necessary. No. 8-050 bbox=[14, 184, 296, 202]
postal-rates-heading: POSTAL RATES. bbox=[632, 70, 706, 79]
parcel-heading: PARCEL POST. bbox=[635, 560, 703, 569]
